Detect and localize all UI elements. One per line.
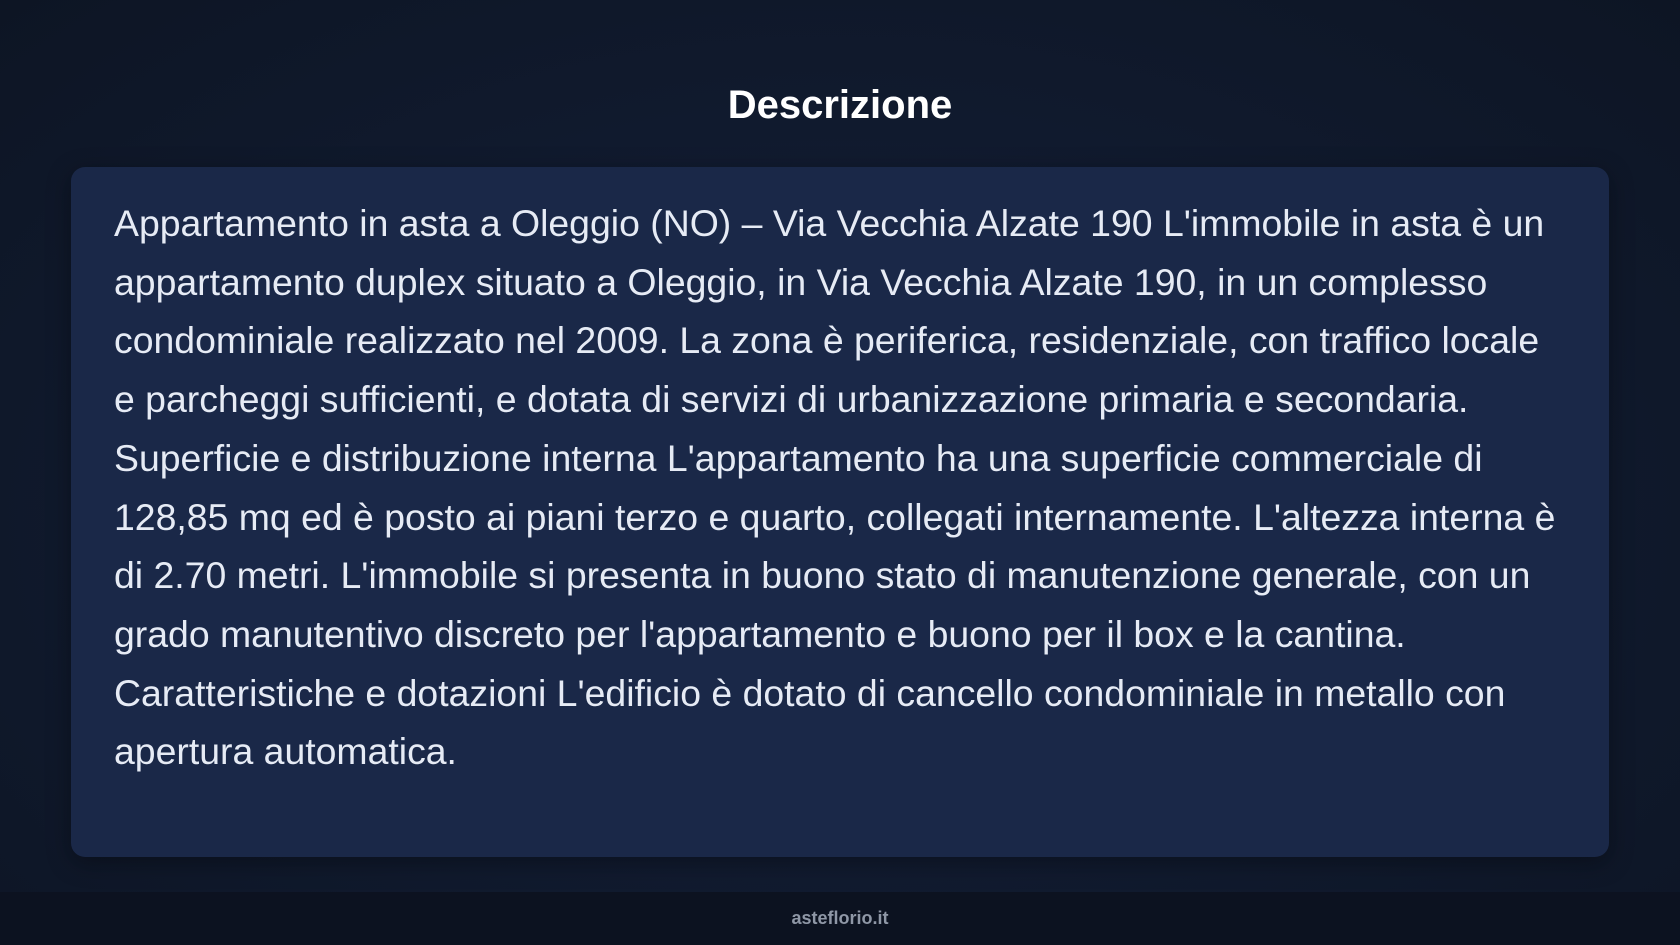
description-card bbox=[71, 167, 1609, 857]
page-title: Descrizione bbox=[727, 83, 953, 127]
footer-site-label: asteflorio.it bbox=[791, 908, 889, 928]
footer bbox=[0, 892, 1680, 945]
description-text: Appartamento in asta a Oleggio (NO) – Via Vecchia Alzate 190 L'immobile in asta è un appartamento duplex situato a Oleggio, in Via Vecchia Alzate 190, in un complesso condominiale realizzato nel 2009. La zona è periferica, residenziale, con traffico locale e parcheggi sufficienti, e dotata di servizi di urbanizzazione primaria e secondaria. Superficie e distribuzione interna L'appartamento ha una superficie commerciale di 128,85 mq ed è posto ai piani terzo e quarto, collegati internamente. L'altezza interna è di 2.70 metri. L'immobile si presenta in buono stato di manutenzione generale, con un grado manutentivo discreto per l'appartamento e buono per il box e la cantina. Caratteristiche e dotazioni L'edificio è dotato di cancello condominiale in metallo con apertura automatica. bbox=[114, 202, 1556, 773]
